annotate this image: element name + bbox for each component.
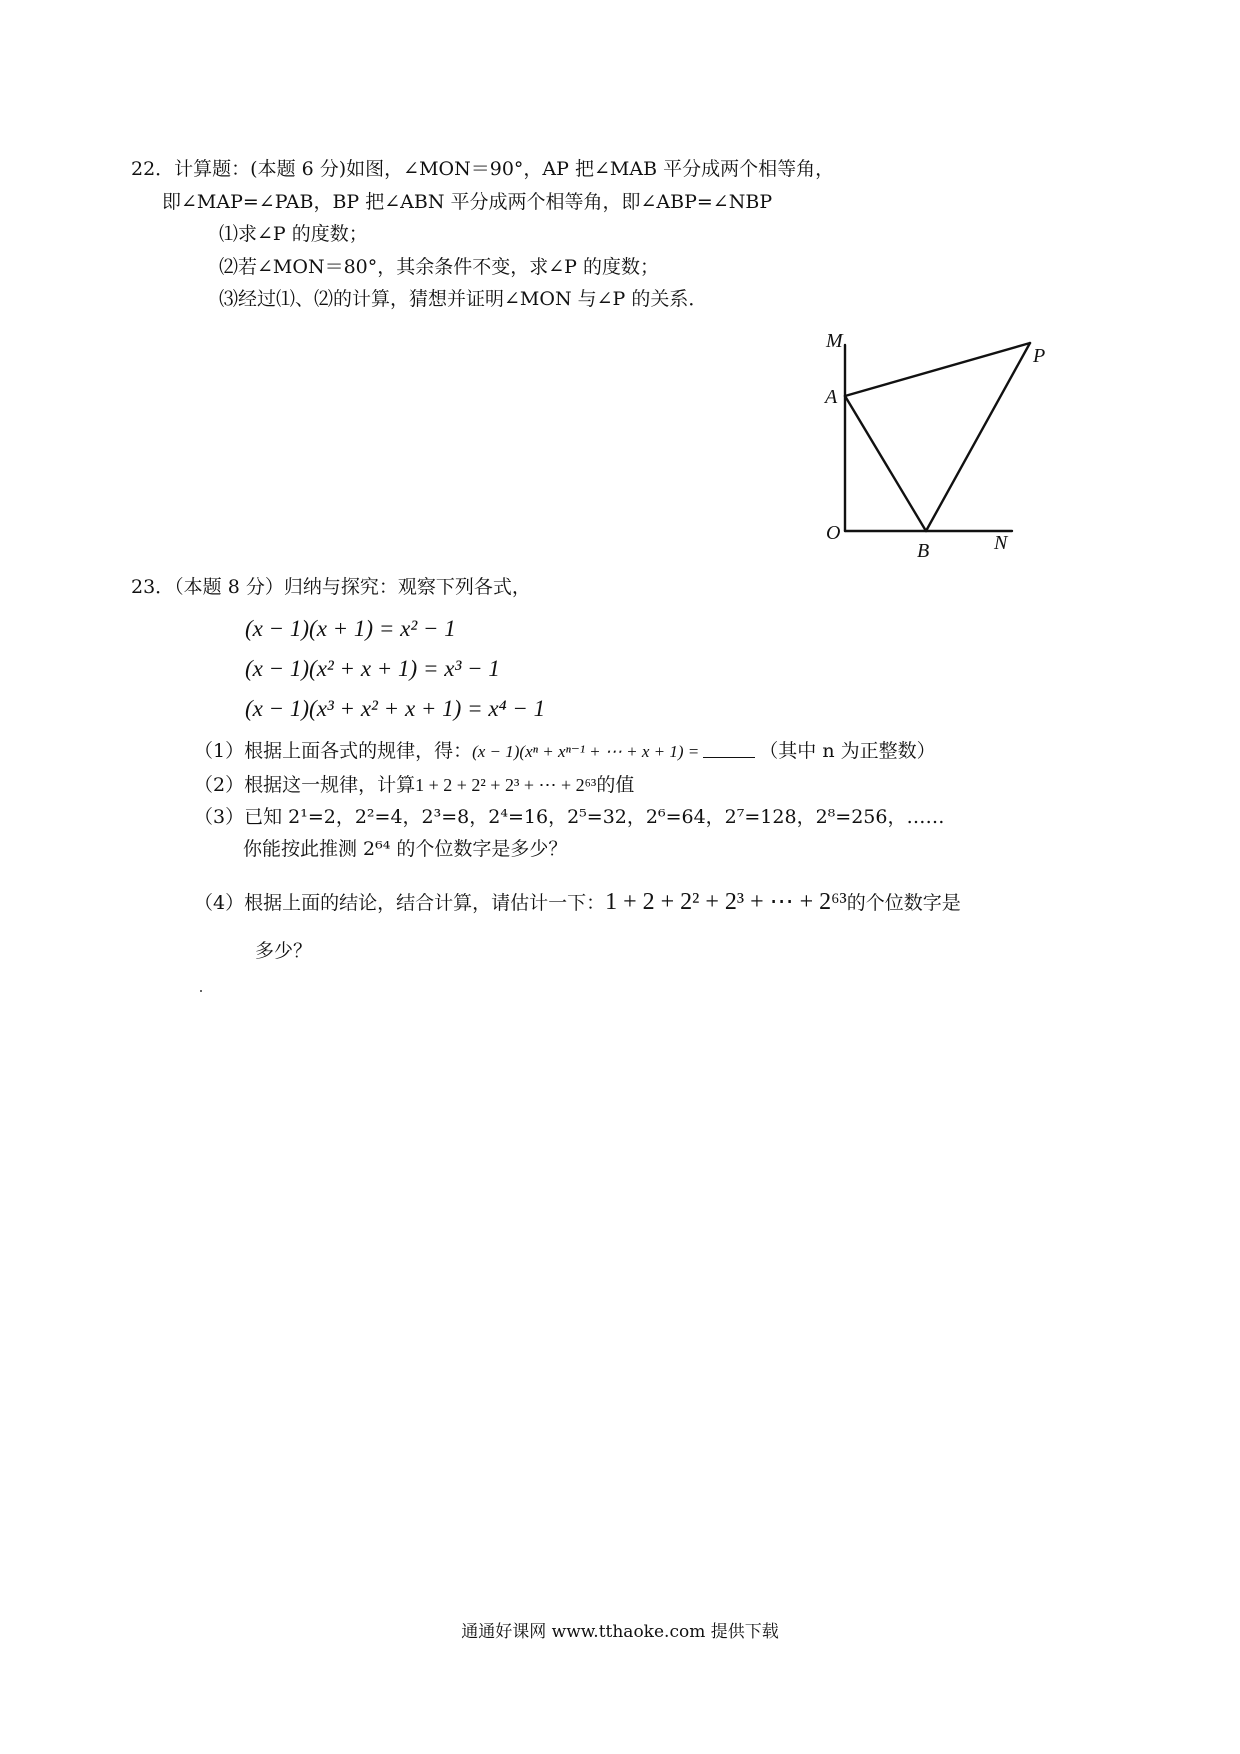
q22-sub3: ⑶经过⑴、⑵的计算，猜想并证明∠MON 与∠P 的关系． <box>219 288 708 310</box>
label-o: O <box>826 522 841 544</box>
footer-credit: 通通好课网 www.tthaoke.com 提供下载 <box>461 1622 779 1642</box>
segment-ab <box>845 396 926 531</box>
q23-part1 <box>194 742 936 761</box>
q22-header: 22．计算题：(本题 6 分)如图，∠MON＝90°，AP 把∠MAB 平分成两个相等角， <box>131 158 835 180</box>
part2-prefix: （2）根据这一规律，计算 <box>194 774 416 796</box>
part1-expr: (x − 1)(xⁿ + xⁿ⁻¹ + ⋯ + x + 1) = <box>472 742 700 761</box>
q23-part4 <box>194 890 961 914</box>
scan-speck <box>200 990 202 992</box>
part4-suffix: 的个位数字是 <box>846 892 961 914</box>
part2-suffix: 的值 <box>596 774 635 796</box>
answer-blank <box>703 743 755 758</box>
q23-part3-line1: （3）已知 2¹=2，2²=4，2³=8，2⁴=16，2⁵=32，2⁶=64，2⁷=128，2⁸=256，…… <box>194 806 945 828</box>
q23-part4-line2: 多少？ <box>255 940 313 962</box>
label-b: B <box>917 540 930 560</box>
part1-prefix: （1）根据上面各式的规律，得： <box>194 740 473 762</box>
part1-suffix: （其中 n 为正整数） <box>759 740 936 762</box>
segment-bp <box>926 343 1030 531</box>
segment-ap <box>845 343 1030 396</box>
part4-expr: 1 + 2 + 2² + 2³ + ⋯ + 2⁶³ <box>605 889 847 915</box>
part2-expr: 1 + 2 + 2² + 2³ + ⋯ + 2⁶³ <box>415 775 597 795</box>
label-a: A <box>825 386 838 408</box>
q22-figure <box>800 325 1070 560</box>
label-n: N <box>994 532 1008 554</box>
label-m: M <box>826 330 843 352</box>
q23-eq1: (x − 1)(x + 1) = x² − 1 <box>245 616 456 641</box>
q23-part3-line2: 你能按此推测 2⁶⁴ 的个位数字是多少？ <box>243 838 568 860</box>
q23-eq2: (x − 1)(x² + x + 1) = x³ − 1 <box>245 656 500 681</box>
q22-line2: 即∠MAP=∠PAB，BP 把∠ABN 平分成两个相等角，即∠ABP=∠NBP <box>162 191 773 213</box>
part4-prefix: （4）根据上面的结论，结合计算，请估计一下： <box>194 892 606 914</box>
q22-sub2: ⑵若∠MON＝80°，其余条件不变，求∠P 的度数； <box>219 256 659 278</box>
q23-header: 23．（本题 8 分）归纳与探究：观察下列各式， <box>131 576 531 598</box>
q23-eq3: (x − 1)(x³ + x² + x + 1) = x⁴ − 1 <box>245 696 546 721</box>
label-p: P <box>1033 345 1046 367</box>
q22-sub1: ⑴求∠P 的度数； <box>219 223 368 245</box>
q23-part2 <box>194 776 634 795</box>
